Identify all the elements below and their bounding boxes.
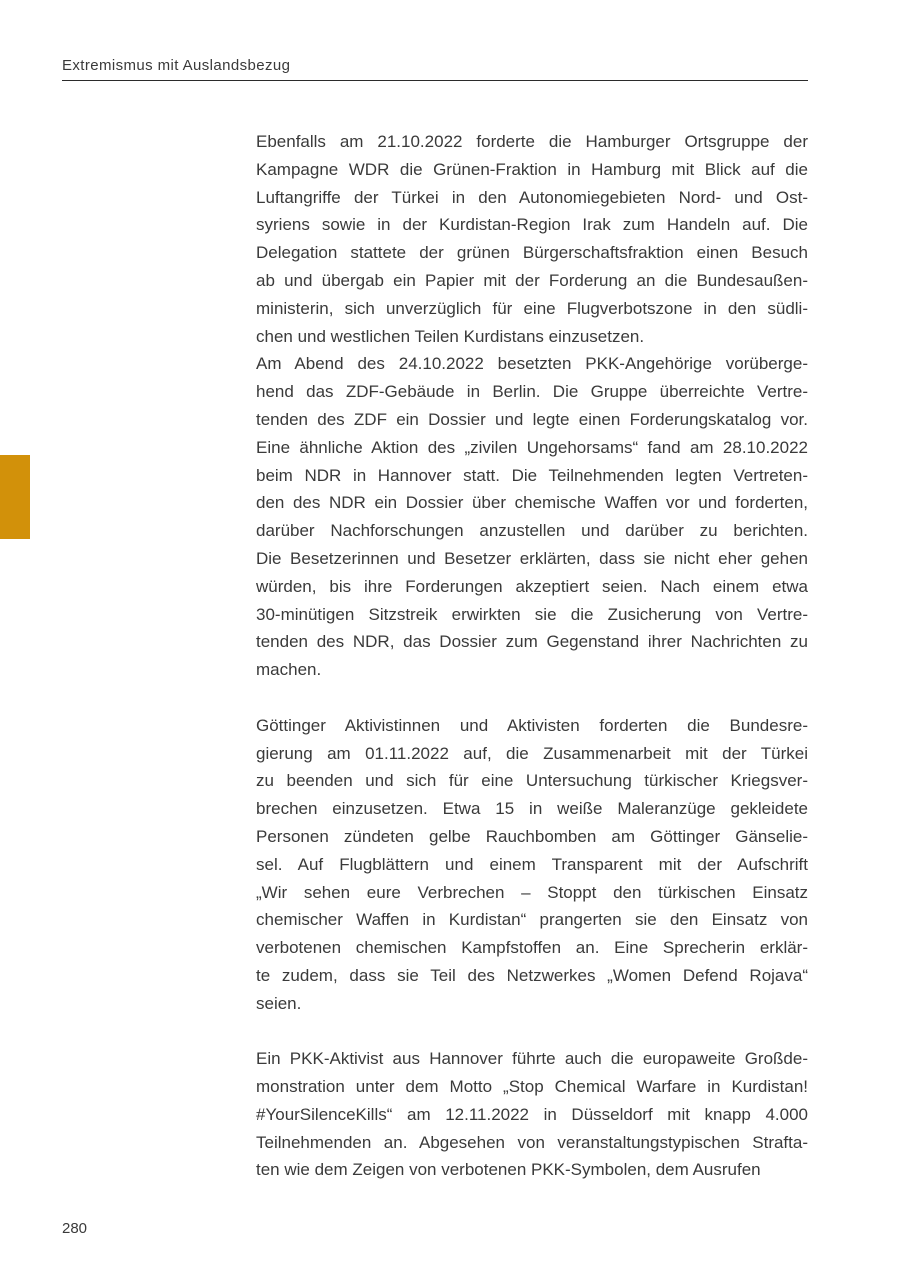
text-line: beim NDR in Hannover statt. Die Teilnehmenden legten Vertreten-: [256, 465, 808, 485]
text-line: verbotenen chemischen Kampfstoffen an. Eine Sprecherin erklär-: [256, 938, 808, 958]
text-line: syriens sowie in der Kurdistan-Region Irak zum Handeln auf. Die: [256, 215, 808, 235]
text-line: Delegation stattete der grünen Bürgerschaftsfraktion einen Besuch: [256, 243, 808, 263]
page-number: 280: [62, 1220, 88, 1237]
text-line: ab und übergab ein Papier mit der Forderung an die Bundesaußen-: [256, 270, 808, 290]
text-line: Göttinger Aktivistinnen und Aktivisten forderten die Bundesre-: [256, 715, 808, 735]
body-text-column: [256, 128, 808, 1184]
text-line: Die Besetzerinnen und Besetzer erklärten, dass sie nicht eher gehen: [256, 548, 808, 568]
paragraph: [256, 350, 808, 684]
text-line: darüber Nachforschungen anzustellen und darüber zu berichten.: [256, 521, 808, 541]
text-line: den des NDR ein Dossier über chemische Waffen vor und forderten,: [256, 493, 808, 513]
text-line: seien.: [256, 993, 302, 1013]
paragraph: [256, 1045, 808, 1184]
text-line: 30-minütigen Sitzstreik erwirkten sie die Zusicherung von Vertre-: [256, 604, 808, 624]
chapter-margin-marker: [0, 455, 30, 539]
text-line: tenden des NDR, das Dossier zum Gegenstand ihrer Nachrichten zu: [256, 632, 808, 652]
text-line: Personen zündeten gelbe Rauchbomben am Göttinger Gänselie-: [256, 826, 808, 846]
text-line: Ein PKK-Aktivist aus Hannover führte auch die europaweite Großde-: [256, 1049, 808, 1069]
text-line: machen.: [256, 660, 322, 680]
text-line: Ebenfalls am 21.10.2022 forderte die Hamburger Ortsgruppe der: [256, 132, 808, 151]
text-line: Am Abend des 24.10.2022 besetzten PKK-Angehörige vorüberge-: [256, 354, 808, 374]
header-rule: [62, 80, 808, 81]
text-line: sel. Auf Flugblättern und einem Transparent mit der Aufschrift: [256, 854, 808, 874]
text-line: Teilnehmenden an. Abgesehen von veranstaltungstypischen Strafta-: [256, 1132, 808, 1152]
text-line: tenden des ZDF ein Dossier und legte einen Forderungskatalog vor.: [256, 409, 808, 429]
text-line: ten wie dem Zeigen von verbotenen PKK-Symbolen, dem Ausrufen: [256, 1160, 761, 1180]
paragraph: [256, 712, 808, 1018]
text-line: gierung am 01.11.2022 auf, die Zusammenarbeit mit der Türkei: [256, 743, 808, 763]
text-line: #YourSilenceKills“ am 12.11.2022 in Düsseldorf mit knapp 4.000: [256, 1104, 808, 1124]
text-line: monstration unter dem Motto „Stop Chemical Warfare in Kurdistan!: [256, 1077, 808, 1097]
text-line: chen und westlichen Teilen Kurdistans einzusetzen.: [256, 326, 645, 346]
text-line: Luftangriffe der Türkei in den Autonomiegebieten Nord- und Ost-: [256, 187, 808, 207]
running-header-title: Extremismus mit Auslandsbezug: [62, 57, 291, 74]
text-line: Kampagne WDR die Grünen-Fraktion in Hamburg mit Blick auf die: [256, 159, 808, 179]
text-line: te zudem, dass sie Teil des Netzwerkes „Women Defend Rojava“: [256, 965, 808, 985]
text-line: chemischer Waffen in Kurdistan“ prangerten sie den Einsatz von: [256, 910, 808, 930]
text-line: würden, bis ihre Forderungen akzeptiert seien. Nach einem etwa: [256, 576, 808, 596]
text-line: brechen einzusetzen. Etwa 15 in weiße Maleranzüge gekleidete: [256, 799, 808, 819]
text-line: zu beenden und sich für eine Untersuchung türkischer Kriegsver-: [256, 771, 808, 791]
text-line: Eine ähnliche Aktion des „zivilen Ungehorsams“ fand am 28.10.2022: [256, 437, 808, 457]
text-line: „Wir sehen eure Verbrechen – Stoppt den türkischen Einsatz: [256, 882, 808, 902]
text-line: ministerin, sich unverzüglich für eine Flugverbotszone in den südli-: [256, 298, 808, 318]
text-line: hend das ZDF-Gebäude in Berlin. Die Gruppe überreichte Vertre-: [256, 382, 808, 402]
paragraph: [256, 128, 808, 350]
